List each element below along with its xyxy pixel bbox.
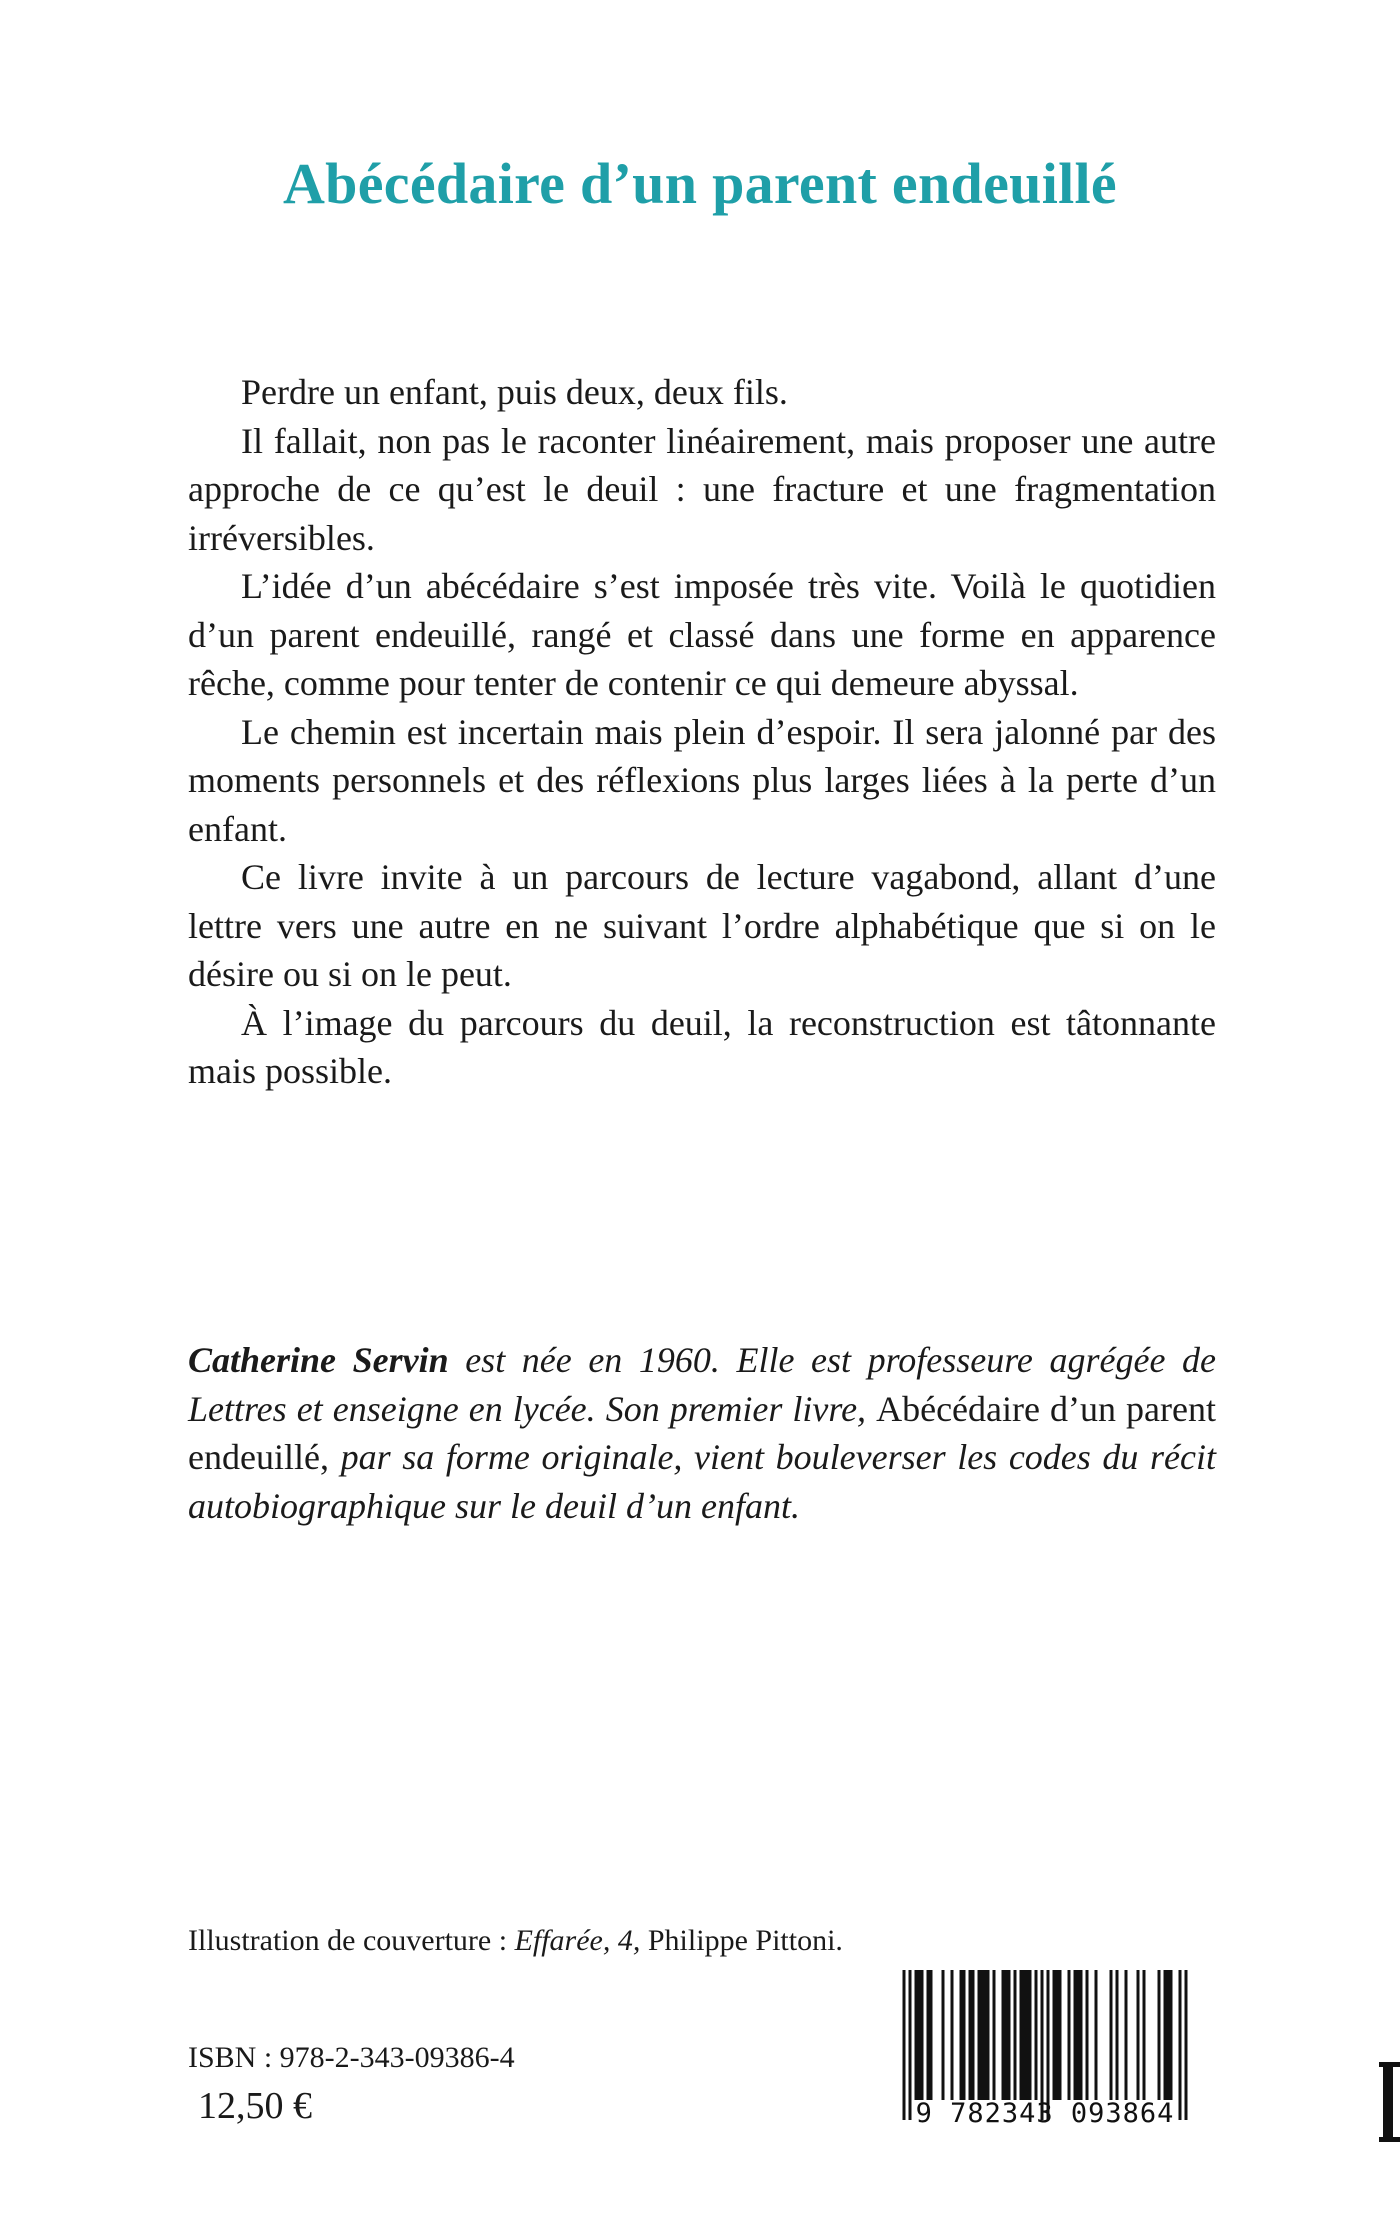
barcode-bar: [1125, 1970, 1128, 2100]
blurb-paragraph: Ce livre invite à un parcours de lecture vagabond, allant d’une lettre vers une autre en ne suivant l’ordre alphabétique que si on le désire ou si on le peut.: [188, 857, 1216, 994]
barcode-bar: [1053, 1970, 1056, 2100]
barcode-bar: [1116, 1970, 1119, 2100]
barcode-bar: [1026, 1970, 1029, 2100]
barcode-bar: [1074, 1970, 1077, 2100]
bio-book-title: Abécédaire d’un parent endeuillé,: [188, 1388, 1216, 1477]
barcode-bar: [927, 1970, 930, 2100]
barcode-bar: [1068, 1970, 1071, 2100]
price: 12,50 €: [198, 2085, 312, 2127]
barcode-bar: [1137, 1970, 1140, 2100]
barcode-bar: [930, 1970, 933, 2100]
barcode-bar: [942, 1970, 945, 2100]
blurb-paragraph: À l’image du parcours du deuil, la reconstruction est tâtonnante mais possible.: [188, 1002, 1216, 1091]
barcode-bar: [1056, 1970, 1059, 2100]
barcode-bar: [918, 1970, 921, 2100]
barcode-bar: [1059, 1970, 1062, 2100]
barcode-bar: [951, 1970, 954, 2100]
author-name: Catherine Servin: [188, 1340, 449, 1380]
barcode-bar: [915, 1970, 918, 2100]
barcode-bar: [1170, 1970, 1173, 2100]
barcode-bar: [1095, 1970, 1098, 2100]
barcode-bar: [963, 1970, 966, 2100]
barcode-bar: [1158, 1970, 1161, 2100]
blurb-paragraph: Perdre un enfant, puis deux, deux fils.: [241, 372, 788, 412]
blurb-paragraph: Il fallait, non pas le raconter linéairement, mais proposer une autre approche de ce qu’est le deuil : une fracture et une fragmentation irréversibles.: [188, 420, 1216, 558]
barcode-bar: [972, 1970, 975, 2100]
credit-artist: Philippe Pittoni.: [640, 1924, 843, 1957]
barcode-bar: [1143, 1970, 1146, 2100]
credit-prefix: Illustration de couverture :: [188, 1924, 515, 1957]
book-title: Abécédaire d’un parent endeuillé: [283, 151, 1117, 216]
barcode-bar: [1014, 1970, 1017, 2100]
barcode-bar: [1020, 1970, 1023, 2100]
isbn: ISBN : 978-2-343-09386-4: [188, 2041, 515, 2074]
barcode-bar: [1080, 1970, 1083, 2100]
barcode-bar: [969, 1970, 972, 2100]
blurb-paragraph: Le chemin est incertain mais plein d’espoir. Il sera jalonné par des moments personnels et des réflexions plus larges liées à la perte d’un enfant.: [188, 711, 1216, 849]
barcode-bar: [984, 1970, 987, 2100]
barcode-bar: [987, 1970, 990, 2100]
barcode-bar: [1167, 1970, 1170, 2100]
barcode-bar: [1164, 1970, 1167, 2100]
blurb-paragraph: L’idée d’un abécédaire s’est imposée très vite. Voilà le quotidien d’un parent endeuillé, rangé et classé dans une forme en apparence rêche, comme pour tenter de contenir ce qui demeure abyssal.: [188, 566, 1216, 703]
credit-work: Effarée, 4,: [514, 1924, 641, 1957]
barcode-bar: [978, 1970, 981, 2100]
barcode-bar: [1086, 1970, 1089, 2100]
bio-text: est née en 1960. Elle est professeure agrégée de Lettres et enseigne en lycée. Son premier livre,: [188, 1340, 1216, 1429]
publisher-logo-edge: [1379, 2062, 1400, 2142]
back-cover-blurb: [188, 368, 1216, 1096]
author-bio: [188, 1336, 1216, 1530]
barcode-bar: [1110, 1970, 1113, 2100]
bio-text-end: par sa forme originale, vient bouleverser les codes du récit autobiographique sur le deuil d’un enfant.: [188, 1437, 1216, 1526]
barcode-bar: [993, 1970, 996, 2100]
barcode-bar: [1077, 1970, 1080, 2100]
barcode-bar: [1035, 1970, 1038, 2100]
cover-illustration-credit: [188, 1924, 843, 1958]
barcode-bar: [1023, 1970, 1026, 2100]
barcode-bar: [921, 1970, 924, 2100]
barcode-bar: [1029, 1970, 1032, 2100]
barcode-bar: [960, 1970, 963, 2100]
barcode-bar: [1005, 1970, 1008, 2100]
barcode-bar: [981, 1970, 984, 2100]
barcode-bar: [1008, 1970, 1011, 2100]
barcode-bar: [1002, 1970, 1005, 2100]
barcode-digits: 9 782343 093864: [915, 2098, 1175, 2129]
